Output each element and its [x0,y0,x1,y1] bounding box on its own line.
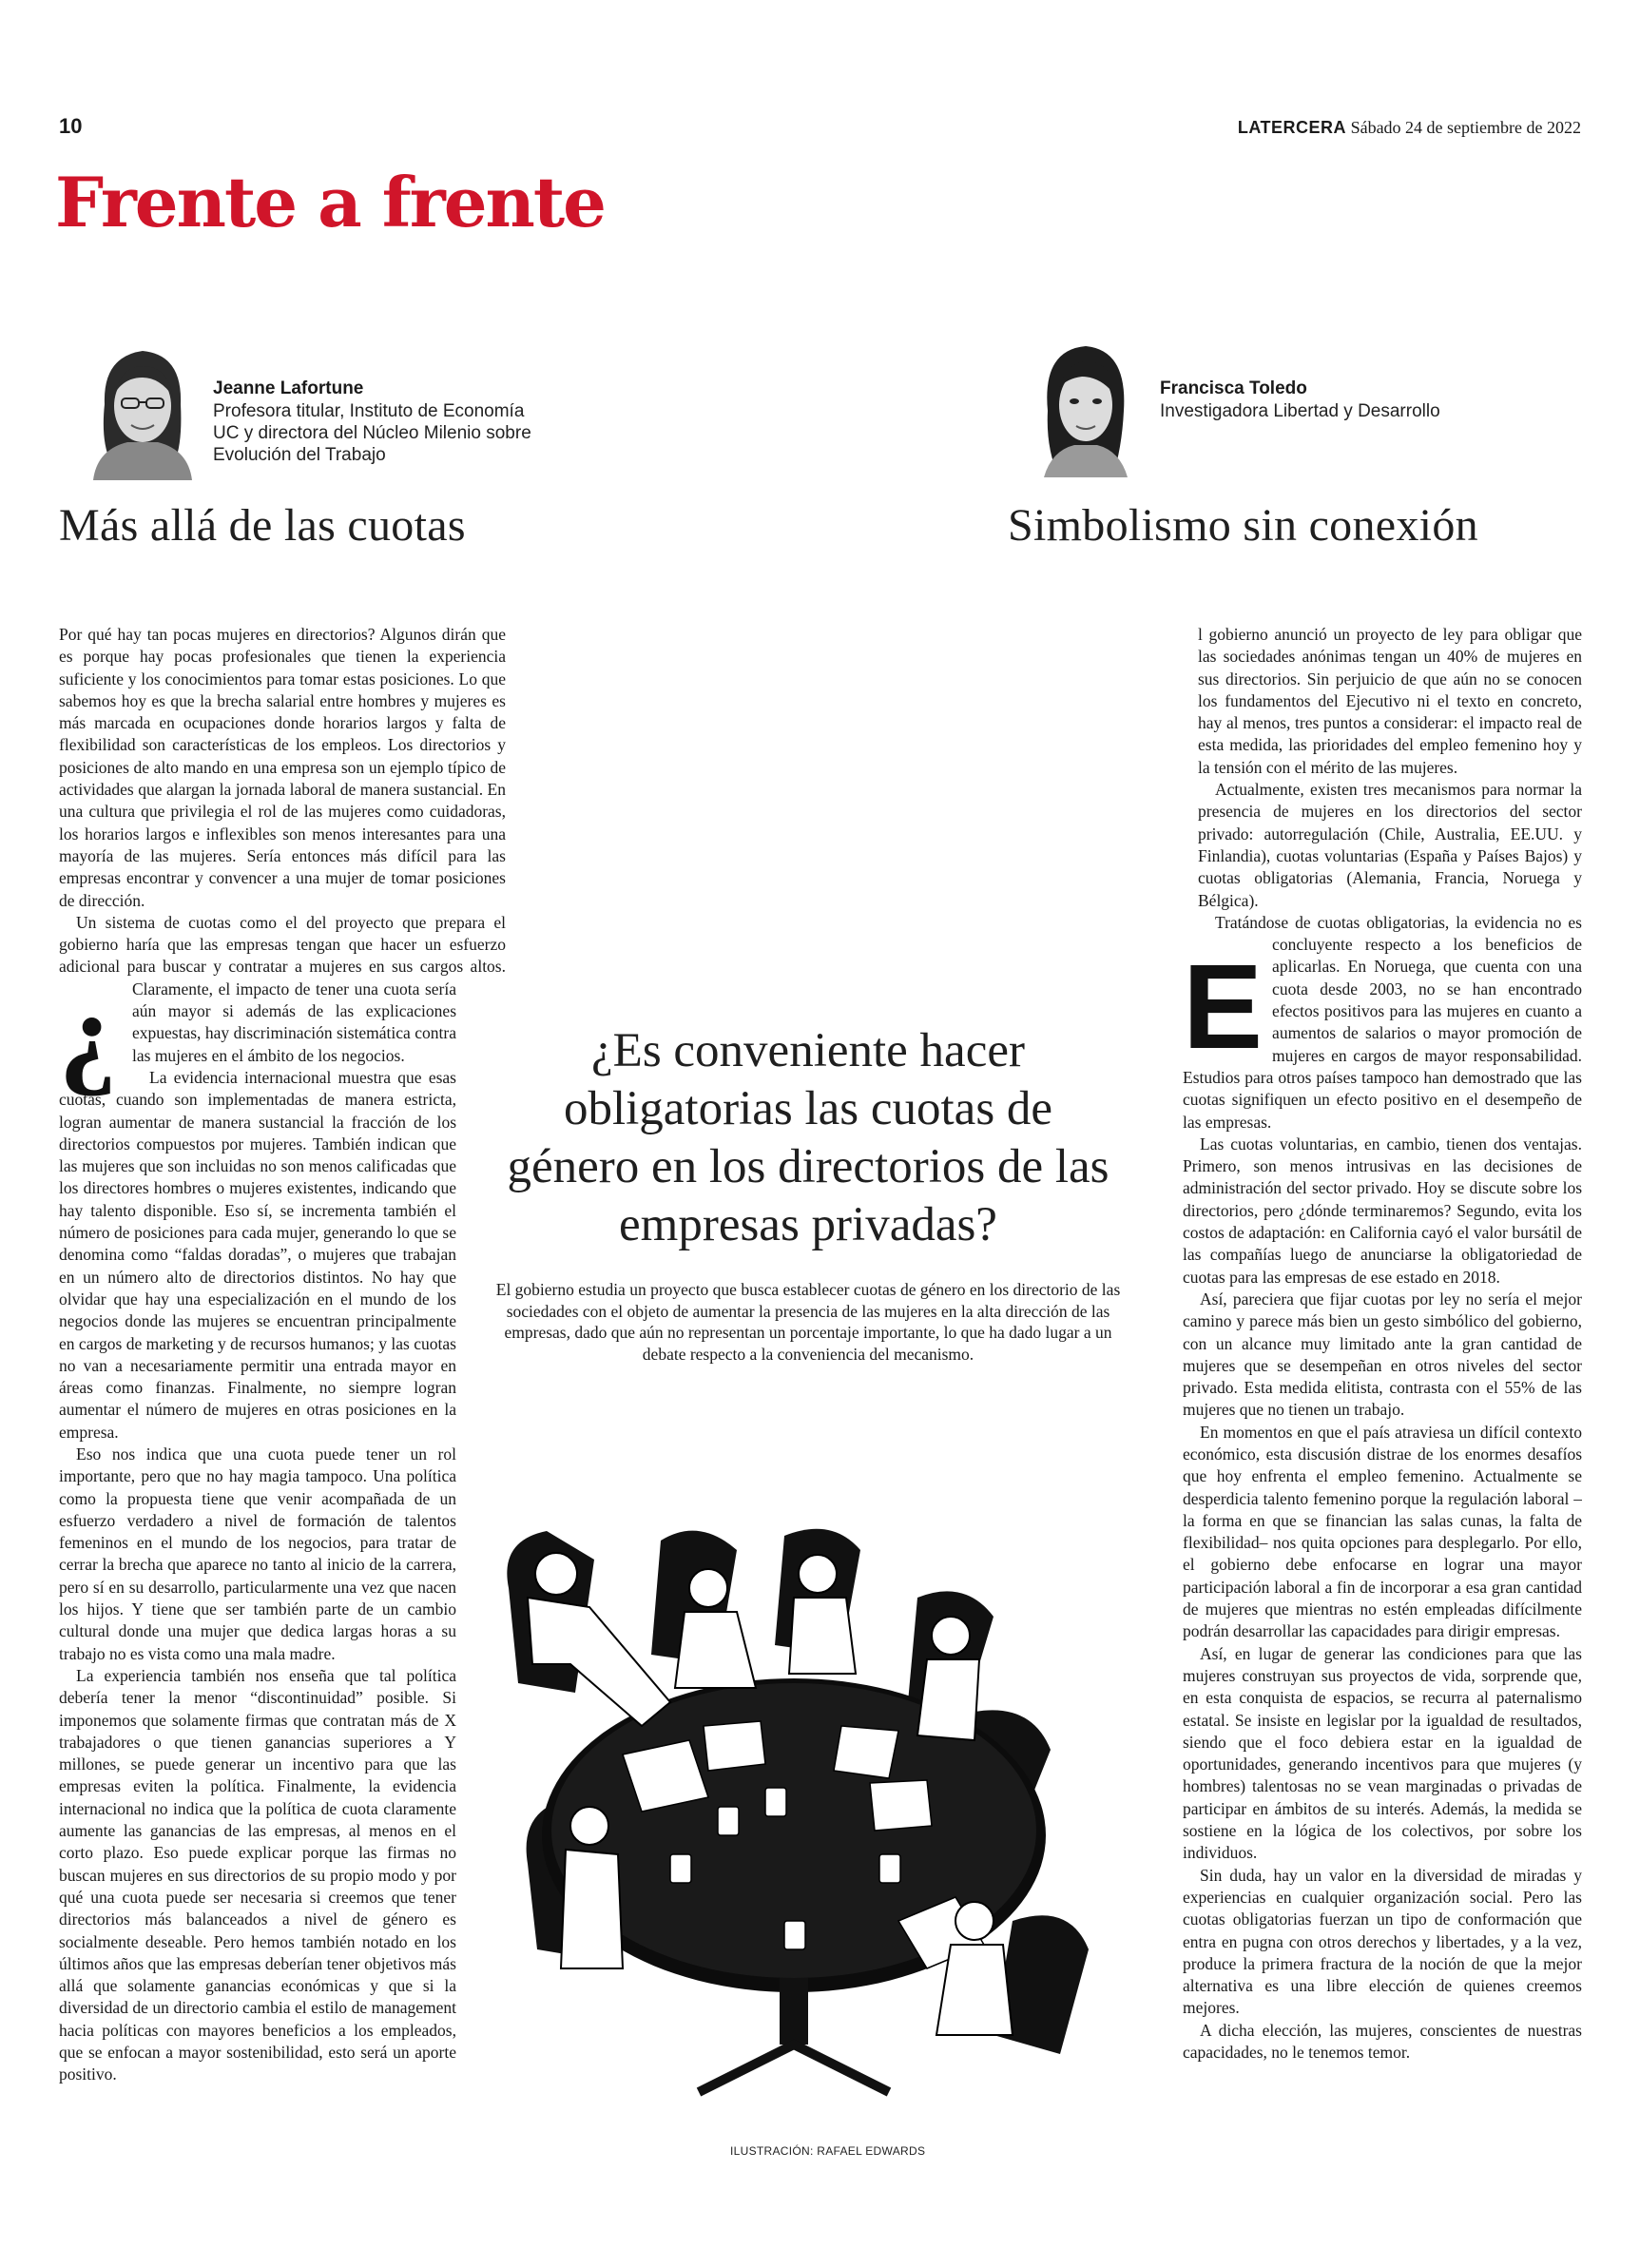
masthead [1238,118,1581,138]
paragraph: Tratándose de cuotas obligatorias, la evidencia no es concluyente respecto a los beneficios de aplicarlas. En Noruega, que cuenta con una cuota desde 2003, no se han encontrado efectos positivos para las mujeres en cuanto a aumentos de salarios o mayor promoción de mujeres en cargos de mayor responsabilidad. Estudios para otros países tampoco han demostrado que las cuotas signifiquen un efecto positivo en el desempeño de las empresas. [1183,912,1582,1132]
page-number: 10 [59,114,83,138]
paragraph: Así, en lugar de generar las condiciones para que las mujeres construyan sus proyectos de vida, sorprende que, en esta conquista de espacios, se recurra al paternalismo estatal. Se insiste en legislar por la igualdad de resultados, siendo que el foco debiera estar en la igualdad de oportunidades, generando incentivos para que mujeres (y hombres) talentosas no se vean marginadas o privadas de participar en ámbitos de su interés. Además, la medida se sostiene en la lógica de los colectivos, por sobre los individuos. [1183,1643,1582,1863]
section-title: Frente a frente [55,162,605,242]
dropcap: E [1183,940,1264,1074]
author-role-line: UC y directora del Núcleo Milenio sobre [213,423,531,443]
author-name-right: Francisca Toledo [1160,378,1307,398]
column-title-right: Simbolismo sin conexión [1008,500,1478,551]
newspaper-brand: LATERCERA [1237,118,1347,137]
paragraph: La evidencia internacional muestra que esas cuotas, cuando son implementadas de manera estricta, logran aumentar de manera sustancial la fracción de los directorios compuestos por mujeres. También indican que las mujeres que son incluidas no son menos calificadas que los directores hombres o mujeres existentes, indicando que hay talento disponible. Eso sí, se incrementa también el número de posiciones para cada mujer, generando lo que se denomina como “faldas doradas”, o mujeres que trabajan en un número alto de directorios distintos. No hay que olvidar que hay una especialización en el mundo de los negocios donde las mujeres se encuentran principalmente en cargos de marketing y de recursos humanos; y las cuotas no van a necesariamente permitir una entrada mayor en áreas como finanzas. Finalmente, no siempre logran aumentar el número de mujeres en otras posiciones en la empresa. [59,1067,456,1442]
column-title-left: Más allá de las cuotas [59,500,466,551]
paragraph: Actualmente, existen tres mecanismos para normar la presencia de mujeres en los directorios del sector privado: autorregulación (Chile, Australia, EE.UU. y Finlandia), cuotas voluntarias (España y Países Bajos) y cuotas obligatorias (Alemania, Francia, Noruega y Bélgica). [1198,780,1582,910]
author-portrait-left [84,338,202,480]
issue-date: Sábado 24 de septiembre de 2022 [1350,118,1581,137]
author-role-left [213,400,531,466]
paragraph: Eso nos indica que una cuota puede tener un rol importante, pero que no hay magia tampoco. Una política como la propuesta tiene que venir acompañada de un esfuerzo verdadero a nivel de formación de talentos femeninos en el mundo de los negocios, para tratar de cerrar la brecha que aparece no tanto al inicio de la carrera, pero sí en su desarrollo, particularmente una vez que nacen los hijos. Y tiene que ser también parte de un cambio cultural donde una mujer que dedica largas horas a su trabajo no es vista como una mala madre. [59,1444,456,1663]
paragraph: La experiencia también nos enseña que tal política debería tener la menor “discontinuidad” posible. Si imponemos que solamente firmas que contratan más de X trabajadores o que tienen ganancias superiores a Y millones, se puede generar un incentivo para que las empresas eviten la política. Finalmente, la evidencia internacional no indica que la política de cuota claramente aumente las ganancias de las empresas, al menos en el corto plazo. Eso puede explicar porque las firmas no buscan mujeres en sus directorios de su propio modo y por qué una cuota puede ser necesaria si creemos que tener directorios más balanceados a nivel de género es socialmente deseable. Pero hemos también notado en los últimos años que las empresas deberían tener objetivos más allá que solamente ganancias económicas y que si la diversidad de un directorio cambia el estilo de management hacia políticas con mayores beneficios a los empleados, que se enfocan a mayor sostenibilidad, esto será un aporte positivo. [59,1665,456,2084]
paragraph: l gobierno anunció un proyecto de ley para obligar que las sociedades anónimas tengan un 40% de mujeres en sus directorios. Sin perjuicio de que aún no se conocen los fundamentos del Ejecutivo ni el texto en concreto, hay al menos, tres puntos a considerar: el impacto real de esta medida, las prioridades del empleo femenino hoy y la tensión con el mérito de las mujeres. [1198,625,1582,777]
boardroom-illustration [480,1522,1112,2130]
author-name-left: Jeanne Lafortune [213,378,364,398]
paragraph: En momentos en que el país atraviesa un difícil contexto económico, esta discusión distrae de los enormes desafíos que hoy enfrenta el empleo femenino. Actualmente se desperdicia talento femenino porque la regulación laboral –la forma en que se financian las salas cunas, la falta de flexibilidad– nos quita opciones para desplegarlo. Por ello, el gobierno debe enfocarse en lograr una mayor participación laboral a fin de incorporar a esa gran cantidad de mujeres que mientras no estén empleadas difícilmente podrán desarrollar las capacidades para dirigir empresas. [1183,1422,1582,1641]
author-role-right [1160,400,1440,422]
author-portrait-right [1025,335,1143,477]
author-role-line: Investigadora Libertad y Desarrollo [1160,401,1440,421]
illustration-credit: ILUSTRACIÓN: RAFAEL EDWARDS [730,2144,926,2158]
paragraph: Un sistema de cuotas como el del proyecto que prepara el gobierno haría que las empresas tengan que hacer un esfuerzo adicional para buscar y contratar a mujeres en sus cargos altos. Claramente, el impacto de tener una cuota sería aún mayor si además de las explicaciones expuestas, hay discriminación sistemática contra las mujeres en el ámbito de los negocios. [59,912,506,1065]
standfirst: El gobierno estudia un proyecto que busca establecer cuotas de género en los directorio de las sociedades con el objeto de aumentar la presencia de las mujeres en la alta dirección de las empresas, dado que aún no representan un porcentaje importante, lo que ha dado lugar a un debate respecto a la conveniencia del mecanismo. [495,1280,1121,1364]
author-role-line: Evolución del Trabajo [213,445,386,465]
debate-question: ¿Es conveniente hacer obligatorias las cuotas de género en los directorios de las empresas privadas? [507,1024,1109,1251]
dropcap: ¿ [59,969,117,1097]
paragraph: Sin duda, hay un valor en la diversidad de miradas y experiencias en cualquier organización social. Pero las cuotas obligatorias fuerzan un tipo de conformación que entra en pugna con otros derechos y libertades, y a la vez, produce la primera fractura de la noción de que la mejor alternativa es una libre elección de quienes creemos mejores. [1183,1865,1582,2018]
paragraph: Así, pareciera que fijar cuotas por ley no sería el mejor camino y parece más bien un gesto simbólico del gobierno, con un alcance muy limitado ante la gran cantidad de mujeres que se desempeñan en otros niveles del sector privado. Esta medida elitista, contrasta con el 55% de las mujeres que no tienen un trabajo. [1183,1289,1582,1420]
author-role-line: Profesora titular, Instituto de Economía [213,401,525,421]
paragraph: Por qué hay tan pocas mujeres en directorios? Algunos dirán que es porque hay pocas profesionales que tienen la experiencia suficiente y los conocimientos para tomar estas posiciones. Lo que sabemos hoy es que la brecha salarial entre hombres y mujeres es más marcada en ocupaciones donde horarios largos y falta de flexibilidad son características de los empleos. Los directorios y posiciones de alto mando en una empresa son un ejemplo típico de actividades que alargan la jornada laboral de manera sustancial. En una cultura que privilegia el rol de las mujeres como cuidadoras, los horarios largos e inflexibles son menos interesantes para una mayoría de las mujeres. Sería entonces más difícil para las empresas encontrar y convencer a una mujer de tomar posiciones de dirección. [59,625,506,910]
paragraph: A dicha elección, las mujeres, conscientes de nuestras capacidades, no le tenemos temor. [1183,2020,1582,2062]
paragraph: Las cuotas voluntarias, en cambio, tienen dos ventajas. Primero, son menos intrusivas en las decisiones de administración del sector privado. Hoy se discute sobre los directorios, pero ¿dónde terminaremos? Segundo, evita los costos de adaptación: en California cayó el valor bursátil de las compañías luego de anunciarse la obligatoriedad de cuotas para las empresas de ese estado en 2018. [1183,1134,1582,1287]
